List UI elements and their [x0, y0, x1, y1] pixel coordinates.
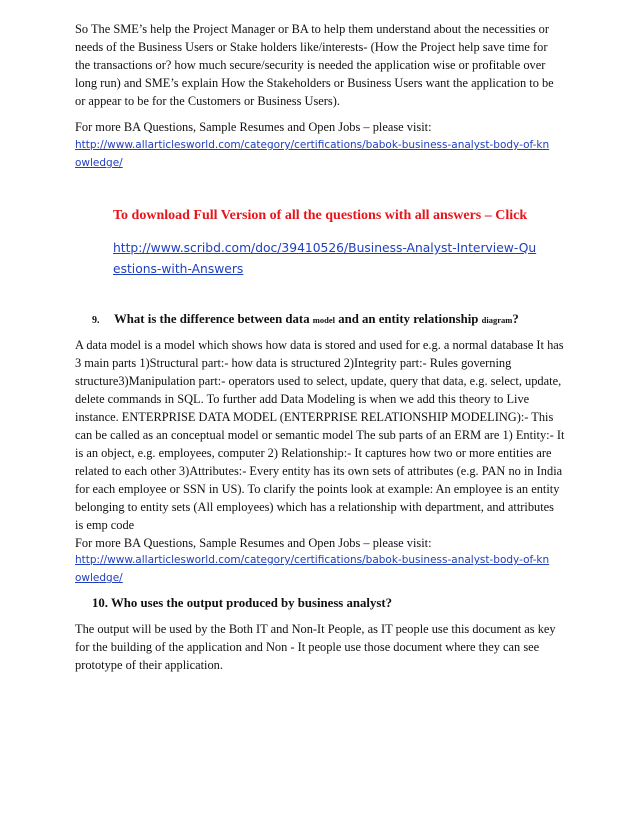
question-number: 9.	[92, 315, 100, 326]
answer-10-paragraph: The output will be used by the Both IT and Non-It People, as IT people use this document as key for the building of the application and Non - It people use those document where they can see prototype of their application.	[75, 622, 556, 672]
question-9-heading: 9. What is the difference between data model and an entity relationship diagram?	[92, 312, 519, 326]
answer-9-paragraph: A data model is a model which shows how data is stored and used for e.g. a normal database It has 3 main parts 1)Structural part:- how data is structured 2)Integrity part:- Rules governing structure3)Manipulation part:- operators used to select, update, query that data, e.g. select, update, delete commands in SQL. To further add Data Modeling is when we add this theory to Live instance. ENTERPRISE DATA MODEL (ENTERPRISE RELATIONSHIP MODELING):- This can be called as an conceptual model or semantic model The sub parts of an ERM are 1) Entity:- It is an object, e.g. employees, computer 2) Relationship:- It captures how two or more entities are related to each other 3)Attributes:- Every entity has its own sets of attributes (e.g. PAN no in India for each employee or SSN in US). To clarify the points look at example: An employee is an entity belonging to entity sets (All employees) which has a relationship with department, and attributes is emp code	[75, 338, 565, 532]
download-heading: To download Full Version of all the questions with all answers – Click	[113, 208, 528, 223]
more-ba-text: For more BA Questions, Sample Resumes and Open Jobs – please visit:	[75, 120, 432, 134]
intro-paragraph: So The SME’s help the Project Manager or BA to help them understand about the necessities or needs of the Business Users or Stake holders like/interests- (How the Project help save time for the transactions or? how much secure/security is needed the application wise or profitable over long run) and SME’s explain How the Stakeholders or Business Users want the application to be or appear to be for the Customers or Business Users).	[75, 22, 554, 108]
babok-link-2[interactable]: http://www.allarticlesworld.com/category/certifications/babok-business-analyst-body-of-knowledge/	[75, 554, 550, 584]
more-ba-text-2: For more BA Questions, Sample Resumes and Open Jobs – please visit:	[75, 536, 432, 550]
question-10-heading: 10. Who uses the output produced by business analyst?	[92, 596, 392, 610]
scribd-download-link[interactable]: http://www.scribd.com/doc/39410526/Business-Analyst-Interview-Questions-with-Answers	[113, 241, 537, 276]
babok-link[interactable]: http://www.allarticlesworld.com/category/certifications/babok-business-analyst-body-of-knowledge/	[75, 139, 550, 169]
